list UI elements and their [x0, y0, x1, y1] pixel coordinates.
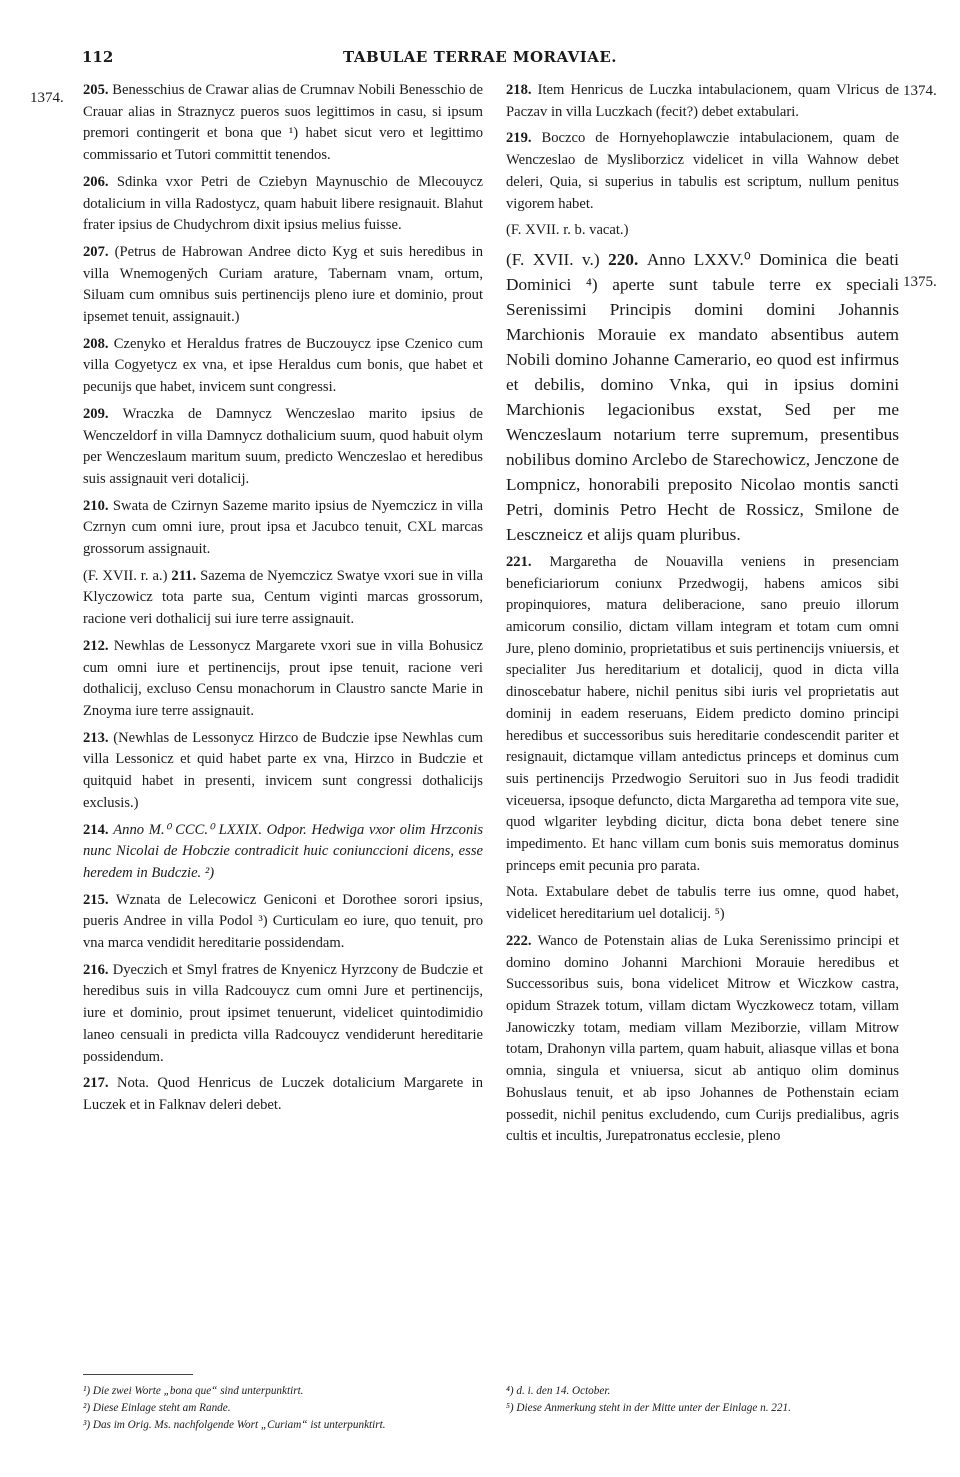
entry-paragraph	[506, 882, 899, 925]
margin-year-right: 1374.	[903, 83, 937, 99]
entry-number: 220.	[608, 249, 647, 269]
entry-number: 208.	[83, 335, 114, 352]
entry-paragraph	[83, 404, 483, 491]
entry-number: 212.	[83, 637, 114, 654]
entry-paragraph	[506, 552, 899, 878]
entry-number: 219.	[506, 130, 542, 147]
entry-text: Anno LXXV.⁰ Dominica die beati Dominici ⁴) aperte sunt tabule terre ex speciali Serenissimi Principis domini domini Johannis Marchionis Morauie ex mandato absentibus autem Nobili domino Johanne Camerario, eo quod est infirmus et debilis, domino Vnka, qui in ipsius domini Marchionis legacionibus exstat, Sed per me Wenczeslaum notarium terre supremum, presentibus nobilibus domino Arclebo de Starechowicz, Jenczone de Lompnicz, honorabili preposito Nicolao montis sancti Petri, dominis Petro Hecht de Rossicz, Smilone de Lesczneicz et alijs quam pluribus.	[506, 249, 899, 544]
entry-text: Wraczka de Damnycz Wenczeslao marito ipsius de Wenczeldorf in villa Damnycz dothalicium suum, quod habuit olym per Wenczeslaum maritum suum, predicto Wenczeslao et heredibus suis assignauit veri dotalicij.	[83, 405, 484, 487]
footnotes-right	[506, 1384, 899, 1418]
entry-text: Nota. Extabulare debet de tabulis terre ius omne, quod habet, videlicet hereditarium uel dotalicij. ⁵)	[506, 884, 899, 923]
entry-text: Wanco de Potenstain alias de Luka Serenissimo principi et domino domino Johanni Marchioni Morauie heredibus et Successoribus suis, bona videlicet Mitrow et Wiczkow castra, opidum Strazek totum, villam dictam Wyczkowecz totam, villam Janowiczky totam, mediam villam Meziborzie, villam Mitrow totam, Drahonyn villa partem, quam habuit, aliasque villas et bona omnia, singula et vniuersa, sicut ab antiquo olim dominus Bohuslaus tenuit, et ab ipso Johannes de Pothenstain eciam possedit, nichil penitus excludendo, cum Curijs predialibus, agris cultis et incultis, Jurepatronatus ecclesie, pleno	[506, 932, 900, 1145]
margin-year-left: 1374.	[30, 90, 64, 106]
footnote: ¹) Die zwei Worte „bona que“ sind unterpunktirt.	[83, 1385, 304, 1397]
entry-number: 205.	[83, 82, 113, 98]
right-column	[506, 80, 899, 1153]
entry-number: 215.	[83, 891, 116, 908]
footnote: ⁴) d. i. den 14. October.	[506, 1385, 611, 1397]
entry-text: Swata de Czirnyn Sazeme marito ipsius de Nyemczicz in villa Czrnyn cum omni iure, prout ipsa et Jacubco tenuit, CXL marcas grossorum assignauit.	[83, 497, 483, 558]
entry-paragraph	[83, 334, 483, 399]
entry-text: Czenyko et Heraldus fratres de Buczouycz ipse Czenico cum villa Cogyetycz ex vna, et ipse Heraldus cum bonis, que habet et pecunijs que habet, invicem sunt congressi.	[83, 335, 483, 396]
entry-number: 221.	[506, 553, 550, 570]
entry-paragraph	[83, 820, 483, 885]
entry-text: Wznata de Lelecowicz Geniconi et Dorothee sorori ipsius, pueris Andree in villa Podol ³) Curticulam eo iure, quo tenuit, pro vna marca vendidit hereditarie possidendam.	[83, 891, 483, 952]
entry-paragraph	[83, 566, 483, 631]
page-number: 112	[82, 48, 114, 66]
entry-paragraph	[83, 496, 483, 561]
entry-paragraph	[83, 80, 483, 167]
entry-text: Sazema de Nyemczicz Swatye vxori sue in villa Klyczowicz tota parte sua, Centum viginti marcas grossorum, racione veri dothalicij sui iure terre assignauit.	[83, 567, 483, 628]
entry-paragraph	[83, 890, 483, 955]
entry-text: Dyeczich et Smyl fratres de Knyenicz Hyrzcony de Budczie et heredibus suis in villa Radcouycz cum omni Jure et pertinencijs, iure et dominio, prout ipsimet tenuerunt, videlicet quintodimidio laneo censuali in predicta villa Radcouycz vendiderunt hereditarie possidendum.	[83, 961, 484, 1065]
entry-number: 214.	[83, 821, 114, 838]
entry-text: (F. XVII. r. b. vacat.)	[506, 222, 629, 239]
entry-paragraph	[506, 247, 899, 547]
entry-text: (Petrus de Habrowan Andree dicto Kyg et suis heredibus in villa Wnemogeny̆ch Curiam arature, Tabernam vnam, ortum, Siluam cum omnibus suis pertinencijs pleno iure et dominio, prout ipsemet tenuit, assignauit.)	[83, 243, 484, 326]
entry-text: Margaretha de Nouavilla veniens in presenciam beneficiariorum coniunx Przedwogij, habens amicos sibi propinquiores, matura deliberacione, sano preuio illorum amicorum consilio, dictam villam integram et totam cum omni Jure, pleno dominio, proprietatibus et suis pertinencijs vniuersis, et specialiter Jus hereditarium et dotalicij, quod in dicta villa dinoscebatur habere, nichil penitus sibi iuris vel proprietatis aut dominij in eadem reseruans, Eidem predicto domino principi heredibus et successoribus suis hereditarie condescendit pariter et resignauit, dictamque villam antedictus princeps et dominus cum suis pertinencijs Przedwogio Seruitori suo in Jus feodi tradidit viceuersa, ipsoque defuncto, dicta Margaretha ad tempora vite sue, quod wlgariter leybding dicitur, dicta bona debet tenere sine impedimento. Et hanc villam cum bonis suis memoratus dominus princeps emit pecunia pro parata.	[506, 553, 900, 874]
margin-year-1375: 1375.	[903, 274, 937, 290]
entry-paragraph	[506, 931, 899, 1148]
footnotes-left	[83, 1384, 483, 1435]
footnote: ³) Das im Orig. Ms. nachfolgende Wort „Curiam“ ist unterpunktirt.	[83, 1419, 386, 1431]
entry-paragraph	[83, 636, 483, 723]
entry-paragraph	[83, 242, 483, 329]
entry-text: Boczco de Hornyehoplawczie intabulacionem, quam de Wenczeslao de Mysliborzicz videlicet in villa Wahnow debet deleri, Quia, si superius in tabulis est scriptum, nullum penitus vigorem habet.	[506, 130, 899, 212]
entry-text: Newhlas de Lessonycz Margarete vxori sue in villa Bohusicz cum omni iure et pertinencijs, prout ipse tenuit, racione veri dothalicij, excluso Censu monachorum in Claustro sancte Marie in Znoyma iure terre assignauit.	[83, 637, 483, 719]
entry-number: 206.	[83, 173, 117, 190]
running-head	[0, 44, 960, 72]
entry-number: 207.	[83, 243, 115, 260]
entry-number: 216.	[83, 961, 113, 978]
entry-paragraph	[506, 80, 899, 123]
entry-text: (Newhlas de Lessonycz Hirzco de Budczie ipse Newhlas cum villa Lessonicz et quid habet parte ex vna, Hirzco in Budczie et quitquid habet in presenti, invicem sunt congressi dothalicijs exclusis.)	[83, 729, 483, 811]
entry-paragraph	[83, 728, 483, 815]
footnote: ²) Diese Einlage steht am Rande.	[83, 1402, 231, 1414]
entry-text: Benesschius de Crawar alias de Crumnav Nobili Benesschio de Crauar alias in Straznycz pueros suos legittimos in casu, si ipsum premori contingerit et bona que ¹) habet sicut vero et legittimo commissario et Tutori committit tenendos.	[83, 82, 483, 164]
entry-number: 222.	[506, 932, 538, 949]
entry-number: 209.	[83, 405, 123, 422]
entry-text: Nota. Quod Henricus de Luczek dotalicium Margarete in Luczek et in Falknav deleri debet.	[83, 1075, 484, 1113]
entry-number: 213.	[83, 729, 114, 746]
entry-paragraph	[83, 1073, 483, 1116]
entry-paragraph	[506, 220, 899, 242]
folio-reference: (F. XVII. v.)	[506, 249, 609, 269]
running-title: TABULAE TERRAE MORAVIAE.	[342, 48, 618, 66]
entry-number: 211.	[171, 567, 201, 584]
entry-text-italic: Anno M.⁰ CCC.⁰ LXXIX. Odpor. Hedwiga vxor olim Hrzconis nunc Nicolai de Hobczie contradicit huic coniunccioni dicens, esse heredem in Budczie. ²)	[83, 821, 483, 881]
entry-text: Sdinka vxor Petri de Cziebyn Maynuschio de Mlecouycz dotalicium in villa Radostycz, quam habuit libere resignauit. Blahut frater ipsius de Chudychrom dixit ipsius melius fuisse.	[83, 173, 483, 234]
entry-paragraph	[83, 960, 483, 1069]
entry-number: 218.	[506, 82, 538, 98]
entry-paragraph	[83, 172, 483, 237]
footnote: ⁵) Diese Anmerkung steht in der Mitte unter der Einlage n. 221.	[506, 1402, 791, 1414]
left-column	[83, 80, 483, 1122]
entry-paragraph	[506, 128, 899, 215]
folio-reference: (F. XVII. r. a.)	[83, 567, 172, 584]
entry-number: 217.	[83, 1075, 117, 1092]
footnote-rule	[83, 1374, 193, 1375]
entry-text: Item Henricus de Luczka intabulacionem, quam Vlricus de Paczav in villa Luczkach (fecit?) debet extabulari.	[506, 82, 899, 120]
entry-number: 210.	[83, 497, 113, 514]
